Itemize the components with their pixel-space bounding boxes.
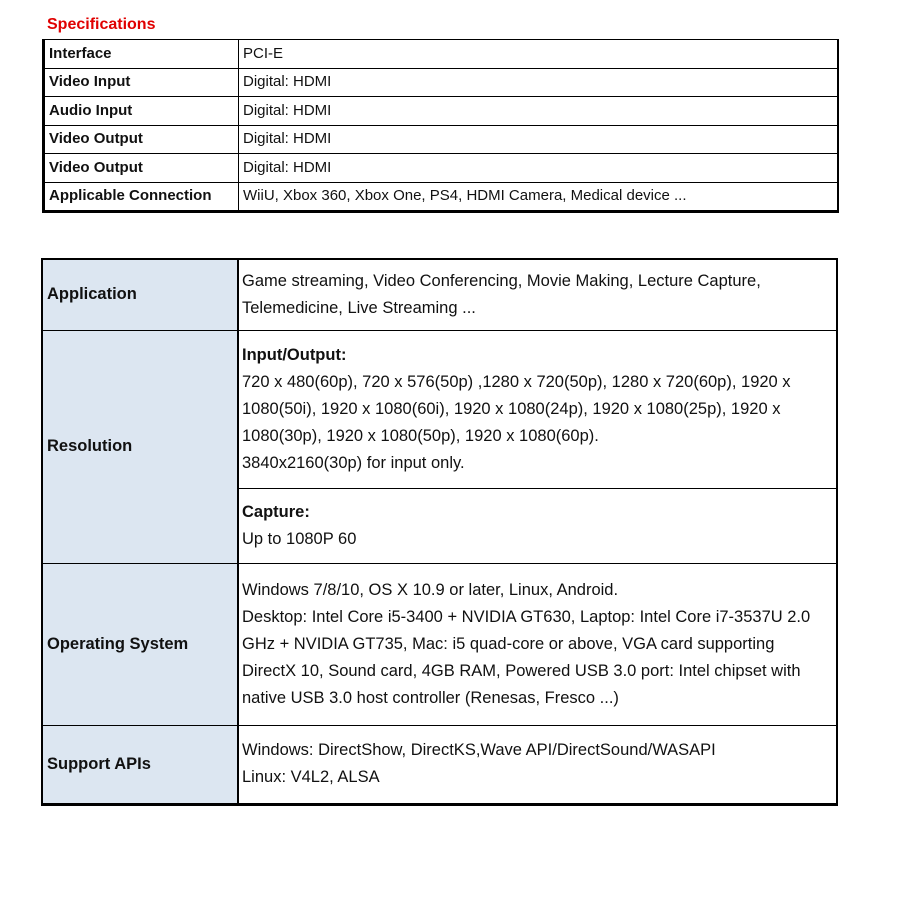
spec-value-video-output-2: Digital: HDMI: [239, 154, 839, 183]
resolution-io-line: 1080(30p), 1920 x 1080(50p), 1920 x 1080(60p).: [242, 426, 599, 445]
operating-system-label: Operating System: [42, 563, 238, 725]
resolution-capture-line: Up to 1080P 60: [242, 529, 357, 548]
table-row: [44, 182, 839, 212]
support-apis-value: [238, 725, 837, 804]
table-row: [44, 154, 839, 183]
spec-label-video-input: Video Input: [44, 68, 239, 97]
specifications-table: [42, 39, 839, 213]
operating-system-line: DirectX 10, Sound card, 4GB RAM, Powered USB 3.0 port: Intel chipset with: [242, 661, 801, 680]
spec-value-video-input: Digital: HDMI: [239, 68, 839, 97]
application-line: Telemedicine, Live Streaming ...: [242, 298, 476, 317]
operating-system-value: [238, 563, 837, 725]
resolution-io-line: 3840x2160(30p) for input only.: [242, 453, 465, 472]
spec-label-video-output: Video Output: [44, 125, 239, 154]
spec-value-interface: PCI-E: [239, 40, 839, 69]
table-row: [42, 330, 837, 488]
resolution-io-value: [238, 330, 837, 488]
spec-label-interface: Interface: [44, 40, 239, 69]
table-row: [44, 125, 839, 154]
resolution-io-heading: Input/Output:: [242, 345, 347, 364]
resolution-capture-value: [238, 488, 837, 563]
support-apis-line: Windows: DirectShow, DirectKS,Wave API/DirectSound/WASAPI: [242, 741, 716, 759]
spec-value-applicable-connection: WiiU, Xbox 360, Xbox One, PS4, HDMI Camera, Medical device ...: [239, 182, 839, 212]
spec-value-audio-input: Digital: HDMI: [239, 97, 839, 126]
application-line: Game streaming, Video Conferencing, Movie Making, Lecture Capture,: [242, 271, 761, 290]
operating-system-line: native USB 3.0 host controller (Renesas, Fresco ...): [242, 688, 619, 707]
operating-system-line: Desktop: Intel Core i5-3400 + NVIDIA GT630, Laptop: Intel Core i7-3537U 2.0: [242, 607, 811, 626]
support-apis-line: Linux: V4L2, ALSA: [242, 768, 380, 786]
application-details-table: [41, 258, 838, 806]
table-row: [42, 725, 837, 804]
resolution-io-line: 720 x 480(60p), 720 x 576(50p) ,1280 x 720(50p), 1280 x 720(60p), 1920 x: [242, 372, 791, 391]
operating-system-line: Windows 7/8/10, OS X 10.9 or later, Linux, Android.: [242, 580, 619, 599]
table-row: [44, 40, 839, 69]
spec-label-applicable-connection: Applicable Connection: [44, 182, 239, 212]
spec-label-video-output-2: Video Output: [44, 154, 239, 183]
resolution-label: Resolution: [42, 330, 238, 563]
application-value: [238, 259, 837, 330]
spec-label-audio-input: Audio Input: [44, 97, 239, 126]
table-row: [44, 68, 839, 97]
table-row: [42, 259, 837, 330]
resolution-capture-heading: Capture:: [242, 502, 310, 521]
spec-value-video-output: Digital: HDMI: [239, 125, 839, 154]
support-apis-label: Support APIs: [42, 725, 238, 804]
table-row: [42, 563, 837, 725]
application-label: Application: [42, 259, 238, 330]
resolution-io-line: 1080(50i), 1920 x 1080(60i), 1920 x 1080(24p), 1920 x 1080(25p), 1920 x: [242, 399, 781, 418]
page-title: Specifications: [47, 16, 156, 33]
table-row: [44, 97, 839, 126]
operating-system-line: GHz + NVIDIA GT735, Mac: i5 quad-core or above, VGA card supporting: [242, 634, 775, 653]
